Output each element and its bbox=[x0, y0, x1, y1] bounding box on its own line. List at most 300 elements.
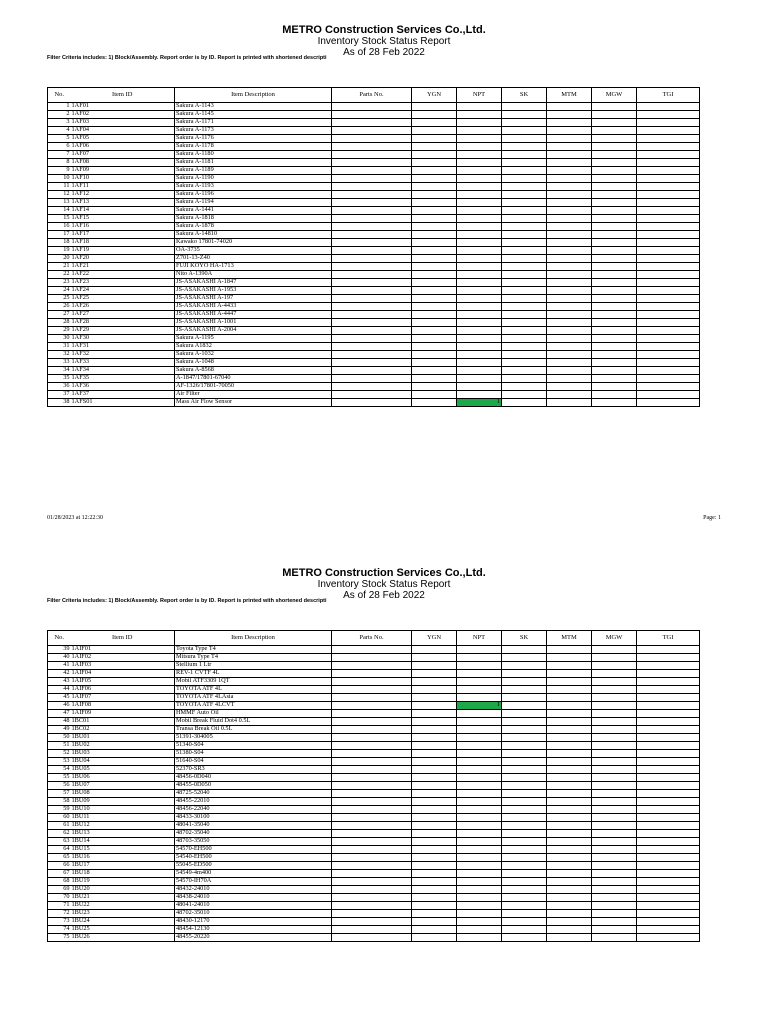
sk-cell bbox=[502, 359, 547, 367]
item-id: 1AIF03 bbox=[71, 662, 175, 670]
row-number: 73 bbox=[48, 918, 71, 926]
table-row bbox=[48, 710, 700, 718]
sk-cell bbox=[502, 670, 547, 678]
mgw-cell bbox=[592, 391, 637, 399]
mtm-cell bbox=[547, 143, 592, 151]
npt-cell bbox=[457, 646, 502, 654]
table-row bbox=[48, 902, 700, 910]
tgi-cell bbox=[637, 391, 700, 399]
parts-no-cell bbox=[332, 710, 412, 718]
item-description: 48454-12130 bbox=[175, 926, 332, 934]
table-row bbox=[48, 854, 700, 862]
tgi-cell bbox=[637, 111, 700, 119]
ygn-cell bbox=[412, 830, 457, 838]
parts-no-cell bbox=[332, 814, 412, 822]
table-row bbox=[48, 734, 700, 742]
item-description: 48455-22010 bbox=[175, 798, 332, 806]
ygn-cell bbox=[412, 239, 457, 247]
parts-no-cell bbox=[332, 207, 412, 215]
parts-no-cell bbox=[332, 359, 412, 367]
npt-cell bbox=[457, 111, 502, 119]
ygn-cell bbox=[412, 271, 457, 279]
mgw-cell bbox=[592, 662, 637, 670]
ygn-cell bbox=[412, 215, 457, 223]
mgw-cell bbox=[592, 782, 637, 790]
tgi-cell bbox=[637, 734, 700, 742]
inventory-table bbox=[47, 87, 700, 407]
table-row bbox=[48, 255, 700, 263]
mgw-cell bbox=[592, 910, 637, 918]
item-id: 1AIF09 bbox=[71, 710, 175, 718]
tgi-cell bbox=[637, 383, 700, 391]
table-row bbox=[48, 183, 700, 191]
parts-no-cell bbox=[332, 271, 412, 279]
mgw-cell bbox=[592, 199, 637, 207]
item-id: 1BU11 bbox=[71, 814, 175, 822]
sk-cell bbox=[502, 926, 547, 934]
row-number: 26 bbox=[48, 303, 71, 311]
sk-cell bbox=[502, 798, 547, 806]
mgw-cell bbox=[592, 822, 637, 830]
row-number: 46 bbox=[48, 702, 71, 710]
sk-cell bbox=[502, 870, 547, 878]
parts-no-cell bbox=[332, 798, 412, 806]
tgi-cell bbox=[637, 135, 700, 143]
ygn-cell bbox=[412, 247, 457, 255]
item-id: 1AF16 bbox=[71, 223, 175, 231]
mtm-cell bbox=[547, 830, 592, 838]
row-number: 64 bbox=[48, 846, 71, 854]
item-id: 1AF15 bbox=[71, 215, 175, 223]
mgw-cell bbox=[592, 766, 637, 774]
tgi-cell bbox=[637, 926, 700, 934]
row-number: 69 bbox=[48, 886, 71, 894]
mgw-cell bbox=[592, 654, 637, 662]
ygn-cell bbox=[412, 670, 457, 678]
item-id: 1BU20 bbox=[71, 886, 175, 894]
ygn-cell bbox=[412, 646, 457, 654]
mtm-cell bbox=[547, 295, 592, 303]
item-id: 1AF18 bbox=[71, 239, 175, 247]
table-row bbox=[48, 303, 700, 311]
item-id: 1BU24 bbox=[71, 918, 175, 926]
ygn-cell bbox=[412, 846, 457, 854]
mgw-cell bbox=[592, 287, 637, 295]
npt-cell bbox=[457, 918, 502, 926]
npt-cell bbox=[457, 351, 502, 359]
report-title: Inventory Stock Status Report bbox=[317, 579, 451, 590]
sk-cell bbox=[502, 646, 547, 654]
item-id: 1AF08 bbox=[71, 159, 175, 167]
item-id: 1BU21 bbox=[71, 894, 175, 902]
mgw-cell bbox=[592, 223, 637, 231]
mtm-cell bbox=[547, 710, 592, 718]
tgi-cell bbox=[637, 726, 700, 734]
ygn-cell bbox=[412, 191, 457, 199]
item-description: JS-ASAKASHI A-197 bbox=[175, 295, 332, 303]
sk-cell bbox=[502, 375, 547, 383]
ygn-cell bbox=[412, 742, 457, 750]
parts-no-cell bbox=[332, 191, 412, 199]
npt-cell bbox=[457, 223, 502, 231]
item-id: 1AF37 bbox=[71, 391, 175, 399]
npt-cell bbox=[457, 319, 502, 327]
tgi-cell bbox=[637, 319, 700, 327]
ygn-cell bbox=[412, 910, 457, 918]
table-row bbox=[48, 862, 700, 870]
item-id: 1BU22 bbox=[71, 902, 175, 910]
tgi-cell bbox=[637, 239, 700, 247]
mtm-cell bbox=[547, 263, 592, 271]
item-description: Toyota Type T4 bbox=[175, 646, 332, 654]
item-description: JS-ASAKASHI A-1001 bbox=[175, 319, 332, 327]
report-date: As of 28 Feb 2022 bbox=[343, 47, 425, 58]
table-row bbox=[48, 119, 700, 127]
npt-cell bbox=[457, 862, 502, 870]
row-number: 72 bbox=[48, 910, 71, 918]
ygn-cell bbox=[412, 862, 457, 870]
item-id: 1AF35 bbox=[71, 375, 175, 383]
tgi-cell bbox=[637, 934, 700, 942]
parts-no-cell bbox=[332, 726, 412, 734]
tgi-cell bbox=[637, 399, 700, 407]
item-id: 1AF07 bbox=[71, 151, 175, 159]
sk-cell bbox=[502, 311, 547, 319]
parts-no-cell bbox=[332, 311, 412, 319]
parts-no-cell bbox=[332, 295, 412, 303]
item-id: 1AF09 bbox=[71, 167, 175, 175]
tgi-cell bbox=[637, 303, 700, 311]
ygn-cell bbox=[412, 702, 457, 710]
mgw-cell bbox=[592, 702, 637, 710]
mtm-cell bbox=[547, 335, 592, 343]
tgi-cell bbox=[637, 878, 700, 886]
item-id: 1BU16 bbox=[71, 854, 175, 862]
mtm-cell bbox=[547, 351, 592, 359]
sk-cell bbox=[502, 846, 547, 854]
npt-cell bbox=[457, 343, 502, 351]
mgw-cell bbox=[592, 838, 637, 846]
tgi-cell bbox=[637, 287, 700, 295]
table-row bbox=[48, 399, 700, 407]
sk-cell bbox=[502, 351, 547, 359]
parts-no-cell bbox=[332, 822, 412, 830]
tgi-cell bbox=[637, 247, 700, 255]
tgi-cell bbox=[637, 167, 700, 175]
row-number: 32 bbox=[48, 351, 71, 359]
item-id: 1AF26 bbox=[71, 303, 175, 311]
mgw-cell bbox=[592, 646, 637, 654]
item-description: Stellium 1 Ltr bbox=[175, 662, 332, 670]
item-id: 1AF05 bbox=[71, 135, 175, 143]
mgw-cell bbox=[592, 191, 637, 199]
row-number: 49 bbox=[48, 726, 71, 734]
sk-cell bbox=[502, 822, 547, 830]
table-row bbox=[48, 886, 700, 894]
table-row bbox=[48, 159, 700, 167]
npt-cell bbox=[457, 191, 502, 199]
npt-cell bbox=[457, 790, 502, 798]
item-description: OA-3735 bbox=[175, 247, 332, 255]
table-row bbox=[48, 199, 700, 207]
table-row bbox=[48, 838, 700, 846]
item-description: Sakura A-1173 bbox=[175, 127, 332, 135]
parts-no-cell bbox=[332, 934, 412, 942]
table-row bbox=[48, 870, 700, 878]
ygn-cell bbox=[412, 934, 457, 942]
mgw-cell bbox=[592, 383, 637, 391]
mtm-cell bbox=[547, 750, 592, 758]
tgi-cell bbox=[637, 846, 700, 854]
npt-cell bbox=[457, 662, 502, 670]
parts-no-cell bbox=[332, 399, 412, 407]
npt-cell bbox=[457, 383, 502, 391]
mgw-cell bbox=[592, 119, 637, 127]
row-number: 34 bbox=[48, 367, 71, 375]
sk-cell bbox=[502, 766, 547, 774]
row-number: 74 bbox=[48, 926, 71, 934]
mgw-cell bbox=[592, 239, 637, 247]
row-number: 7 bbox=[48, 151, 71, 159]
npt-cell bbox=[457, 391, 502, 399]
table-row bbox=[48, 287, 700, 295]
npt-cell bbox=[457, 886, 502, 894]
table-row bbox=[48, 926, 700, 934]
mgw-cell bbox=[592, 255, 637, 263]
item-description: 48430-12170 bbox=[175, 918, 332, 926]
column-header: MTM bbox=[547, 88, 592, 103]
mtm-cell bbox=[547, 367, 592, 375]
mgw-cell bbox=[592, 263, 637, 271]
item-id: 1AF19 bbox=[71, 247, 175, 255]
ygn-cell bbox=[412, 806, 457, 814]
tgi-cell bbox=[637, 678, 700, 686]
item-id: 1AF24 bbox=[71, 287, 175, 295]
item-description: TOYOTA ATF 4L bbox=[175, 686, 332, 694]
mtm-cell bbox=[547, 662, 592, 670]
row-number: 54 bbox=[48, 766, 71, 774]
mgw-cell bbox=[592, 343, 637, 351]
parts-no-cell bbox=[332, 247, 412, 255]
sk-cell bbox=[502, 894, 547, 902]
parts-no-cell bbox=[332, 263, 412, 271]
item-id: 1BU10 bbox=[71, 806, 175, 814]
table-row bbox=[48, 822, 700, 830]
npt-cell bbox=[457, 279, 502, 287]
mtm-cell bbox=[547, 343, 592, 351]
mgw-cell bbox=[592, 311, 637, 319]
mgw-cell bbox=[592, 926, 637, 934]
sk-cell bbox=[502, 758, 547, 766]
parts-no-cell bbox=[332, 886, 412, 894]
tgi-cell bbox=[637, 335, 700, 343]
npt-cell bbox=[457, 838, 502, 846]
item-description: 48041-24010 bbox=[175, 902, 332, 910]
table-row bbox=[48, 151, 700, 159]
sk-cell bbox=[502, 111, 547, 119]
npt-cell bbox=[457, 119, 502, 127]
ygn-cell bbox=[412, 878, 457, 886]
row-number: 67 bbox=[48, 870, 71, 878]
mtm-cell bbox=[547, 734, 592, 742]
parts-no-cell bbox=[332, 870, 412, 878]
ygn-cell bbox=[412, 790, 457, 798]
ygn-cell bbox=[412, 167, 457, 175]
tgi-cell bbox=[637, 854, 700, 862]
item-description: Sakura A-1878 bbox=[175, 223, 332, 231]
item-id: 1AF02 bbox=[71, 111, 175, 119]
item-description: 54570-IH70A bbox=[175, 878, 332, 886]
table-header bbox=[48, 631, 700, 646]
sk-cell bbox=[502, 782, 547, 790]
mtm-cell bbox=[547, 694, 592, 702]
mtm-cell bbox=[547, 670, 592, 678]
npt-cell bbox=[457, 375, 502, 383]
tgi-cell bbox=[637, 782, 700, 790]
sk-cell bbox=[502, 255, 547, 263]
item-id: 1AF34 bbox=[71, 367, 175, 375]
item-description: Sakura A-1032 bbox=[175, 351, 332, 359]
sk-cell bbox=[502, 215, 547, 223]
item-description: A-1847/17801-67040 bbox=[175, 375, 332, 383]
ygn-cell bbox=[412, 199, 457, 207]
item-description: AF-1326/17801-70050 bbox=[175, 383, 332, 391]
mtm-cell bbox=[547, 854, 592, 862]
ygn-cell bbox=[412, 119, 457, 127]
tgi-cell bbox=[637, 894, 700, 902]
sk-cell bbox=[502, 335, 547, 343]
ygn-cell bbox=[412, 279, 457, 287]
sk-cell bbox=[502, 854, 547, 862]
item-description: Sakura A-1193 bbox=[175, 183, 332, 191]
ygn-cell bbox=[412, 399, 457, 407]
item-id: 1AIF04 bbox=[71, 670, 175, 678]
tgi-cell bbox=[637, 143, 700, 151]
tgi-cell bbox=[637, 670, 700, 678]
mgw-cell bbox=[592, 934, 637, 942]
item-description: Sakura A-1171 bbox=[175, 119, 332, 127]
tgi-cell bbox=[637, 822, 700, 830]
mtm-cell bbox=[547, 790, 592, 798]
tgi-cell bbox=[637, 367, 700, 375]
parts-no-cell bbox=[332, 646, 412, 654]
parts-no-cell bbox=[332, 367, 412, 375]
mtm-cell bbox=[547, 838, 592, 846]
npt-cell bbox=[457, 103, 502, 111]
parts-no-cell bbox=[332, 830, 412, 838]
tgi-cell bbox=[637, 750, 700, 758]
tgi-cell bbox=[637, 806, 700, 814]
mgw-cell bbox=[592, 710, 637, 718]
column-header: Item Description bbox=[175, 88, 332, 103]
ygn-cell bbox=[412, 391, 457, 399]
ygn-cell bbox=[412, 319, 457, 327]
table-row bbox=[48, 846, 700, 854]
parts-no-cell bbox=[332, 279, 412, 287]
table-row bbox=[48, 247, 700, 255]
mtm-cell bbox=[547, 902, 592, 910]
mtm-cell bbox=[547, 127, 592, 135]
table-row bbox=[48, 111, 700, 119]
item-id: 1AIF05 bbox=[71, 678, 175, 686]
mtm-cell bbox=[547, 287, 592, 295]
npt-cell bbox=[457, 654, 502, 662]
ygn-cell bbox=[412, 183, 457, 191]
sk-cell bbox=[502, 399, 547, 407]
row-number: 17 bbox=[48, 231, 71, 239]
npt-cell: 1 bbox=[457, 702, 502, 710]
table-row bbox=[48, 175, 700, 183]
mtm-cell bbox=[547, 814, 592, 822]
item-id: 1BU02 bbox=[71, 742, 175, 750]
sk-cell bbox=[502, 742, 547, 750]
company-name: METRO Construction Services Co.,Ltd. bbox=[282, 567, 486, 579]
ygn-cell bbox=[412, 111, 457, 119]
table-row bbox=[48, 191, 700, 199]
item-description: Z701-13-Z40 bbox=[175, 255, 332, 263]
item-description: Sakura A-1143 bbox=[175, 103, 332, 111]
ygn-cell bbox=[412, 375, 457, 383]
sk-cell bbox=[502, 287, 547, 295]
item-id: 1BU07 bbox=[71, 782, 175, 790]
mtm-cell bbox=[547, 103, 592, 111]
npt-cell bbox=[457, 766, 502, 774]
item-description: Sakura A-1178 bbox=[175, 143, 332, 151]
item-id: 1BC02 bbox=[71, 726, 175, 734]
item-description: TOYOTA ATF 4LAsia bbox=[175, 694, 332, 702]
item-id: 1AIF08 bbox=[71, 702, 175, 710]
npt-cell bbox=[457, 878, 502, 886]
item-description: JS-ASAKASHI A-2004 bbox=[175, 327, 332, 335]
item-id: 1AIF07 bbox=[71, 694, 175, 702]
item-id: 1BU15 bbox=[71, 846, 175, 854]
item-description: 51391-304005 bbox=[175, 734, 332, 742]
mgw-cell bbox=[592, 143, 637, 151]
parts-no-cell bbox=[332, 662, 412, 670]
item-description: Sakura A-1145 bbox=[175, 111, 332, 119]
tgi-cell bbox=[637, 263, 700, 271]
mtm-cell bbox=[547, 678, 592, 686]
mtm-cell bbox=[547, 255, 592, 263]
npt-cell bbox=[457, 175, 502, 183]
item-description: Sakura A-1441 bbox=[175, 207, 332, 215]
parts-no-cell bbox=[332, 223, 412, 231]
parts-no-cell bbox=[332, 303, 412, 311]
table-row bbox=[48, 239, 700, 247]
row-number: 37 bbox=[48, 391, 71, 399]
table-row bbox=[48, 263, 700, 271]
item-id: 1BU03 bbox=[71, 750, 175, 758]
mtm-cell bbox=[547, 359, 592, 367]
item-description: 54549-4m400 bbox=[175, 870, 332, 878]
sk-cell bbox=[502, 718, 547, 726]
table-row bbox=[48, 327, 700, 335]
column-header: MGW bbox=[592, 88, 637, 103]
page-number: Page: 1 bbox=[703, 515, 721, 521]
row-number: 22 bbox=[48, 271, 71, 279]
row-number: 59 bbox=[48, 806, 71, 814]
row-number: 19 bbox=[48, 247, 71, 255]
parts-no-cell bbox=[332, 654, 412, 662]
npt-cell bbox=[457, 207, 502, 215]
table-row bbox=[48, 934, 700, 942]
ygn-cell bbox=[412, 726, 457, 734]
npt-cell bbox=[457, 910, 502, 918]
ygn-cell bbox=[412, 303, 457, 311]
npt-cell bbox=[457, 934, 502, 942]
item-id: 1BU26 bbox=[71, 934, 175, 942]
npt-cell bbox=[457, 830, 502, 838]
